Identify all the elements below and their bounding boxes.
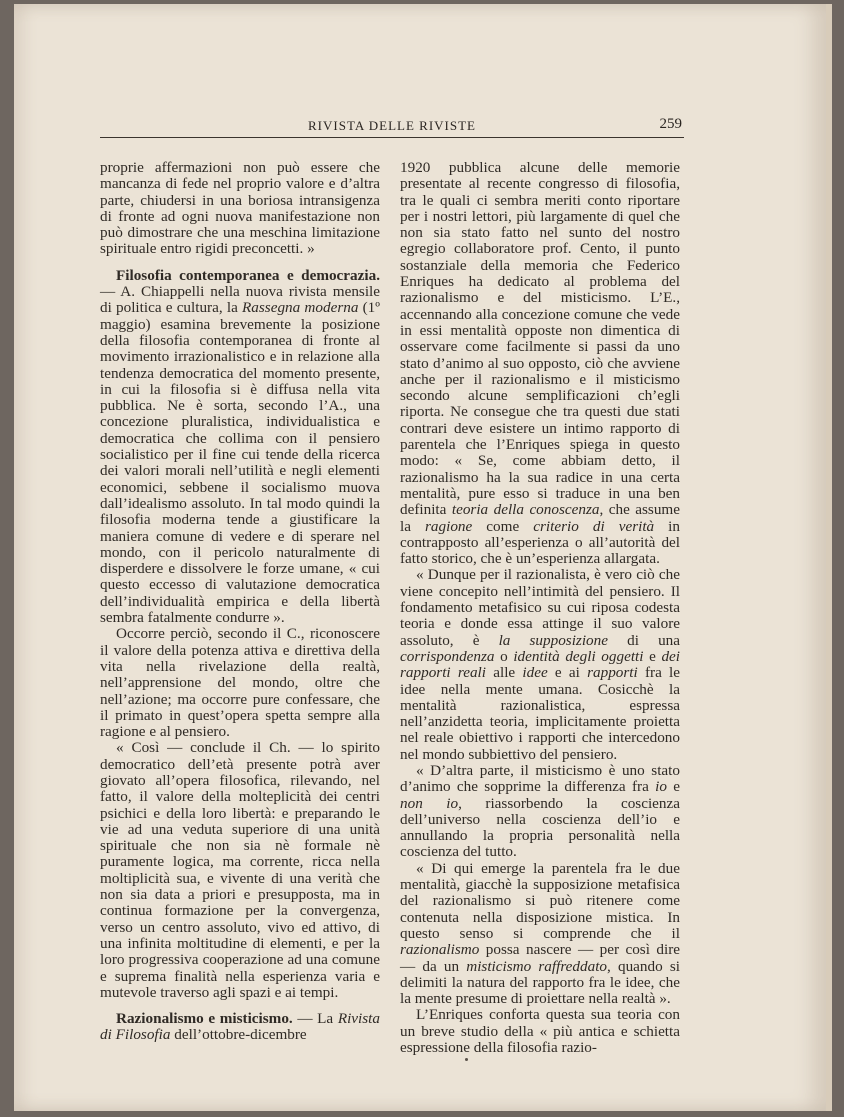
print-mark <box>465 1058 468 1061</box>
section-title: Razionalismo e misticismo. <box>116 1010 293 1028</box>
section-title: Filosofia contemporanea e democrazia. <box>116 266 380 284</box>
text-run: in contrapposto all’esperienza o all’autorità del fatto storico, che è un’esperienza allargata. <box>400 517 680 568</box>
text-run: , che assume la <box>400 501 680 535</box>
left-column <box>100 160 380 1044</box>
text-run: come <box>472 517 534 535</box>
text-run: , quando si delimiti la natura del rapporto fra le idee, che la mente presume di proiettare nella realtà ». <box>400 957 680 1008</box>
text-run: 1920 pubblica alcune delle memorie presentate al recente congresso di filosofia, tra le quali ci sembra meriti conto riportare per i nostri lettori, più largamente di quel che non sia stato fatto nel sunto del nostro egregio collaboratore prof. Cento, il punto sostanziale della memoria che Federico Enriques ha dedicato al problema del razionalismo e del misticismo. L’E., accennando alla concezione comune che vede in essi mentalità opposte non dimentica di osservare come facilmente si passi da uno stato d’animo al suo opposto, ciò che avviene anche per il razionalismo e il misticismo secondo alcune semplificazioni ch’egli riporta. Ne consegue che tra questi due stati contrari deve esistere un intimo rapporto di parentela che l’Enriques spiega in questo modo: « Se, come abbiam detto, il razionalismo ha la sua radice in una certa mentalità, pure esso si traduce in una ben definita <box>400 159 680 519</box>
text-run: e ai <box>547 664 588 682</box>
right-column <box>400 160 680 1056</box>
italic-term: razionalismo <box>400 941 480 959</box>
italic-term: ragione <box>425 517 473 535</box>
text-run: « Dunque per il razionalista, è vero ciò che viene concepito nell’intimità del pensiero. Il fondamento metafisico su cui riposa codesta teoria e donde essa attinge il suo valore assoluto, è <box>400 566 680 649</box>
text-run: alle <box>486 664 523 682</box>
italic-term: non io <box>400 794 459 812</box>
text-run: e <box>643 647 662 665</box>
journal-title: Rivista di Filosofia <box>100 1010 380 1044</box>
paragraph: proprie affermazioni non può essere che mancanza di fede nel proprio valore e d’altra parte, chiudersi in una boriosa intransigenza di fronte ad ogni nuova manifestazione non può dimostrare che una meschina limitazione spirituale entro rigidi preconcetti. » <box>100 159 380 258</box>
page-header <box>100 117 684 138</box>
text-run: fra le idee nella mente umana. Cosicchè la mentalità razionalistica, espressa nell’anzidetta teoria, implicitamente proietta nel reale obiettivo i rapporti che intercedono nel mondo subbiettivo del pensiero. <box>400 664 681 763</box>
text-run: possa nascere — per così dire — da un <box>400 941 680 975</box>
italic-term: rapporti <box>587 664 638 682</box>
section-razionalismo-misticismo <box>100 1011 380 1044</box>
text-run: , riassorbendo la coscienza dell’universo nella coscienza dell’io e annullando la propria personalità nella coscienza del tutto. <box>400 794 680 861</box>
text-run: « D’altra parte, il misticismo è uno stato d’animo che sopprime la differenza fra <box>400 761 680 796</box>
paragraph <box>400 160 680 567</box>
paragraph: L’Enriques conforta questa sua teoria con un breve studio della « più antica e schietta espressione della filosofia razio- <box>400 1006 680 1057</box>
text-run: dell’ottobre-dicembre <box>170 1026 307 1044</box>
italic-term: la supposizione <box>498 631 608 649</box>
italic-term: io <box>655 778 667 796</box>
italic-term: teoria della conoscenza <box>451 501 600 519</box>
text-run: (1º maggio) esamina brevemente la posizione della filosofia contemporanea di fronte al movimento irrazionalistico e in relazione alla tendenza democratica del momento presente, in cui la filosofia si è diffusa nella vita pubblica. Ne è sorta, secondo l’A., una concezione pluralistica, individualistica e democratica che collima con il pensiero socialistico per il fine cui tende della ricerca dei valori morali nell’utilità e negli elementi economici, sebbene il socialismo muova dall’idealismo assoluto. In tal modo quindi la filosofia moderna tende a giustificare la maniera comune di vedere e di sperare nel mondo, con il pericolo naturalmente di disperdere e dissolvere le forze umane, « cui questo eccesso di valutazione democratica dell’individualità empirica e della libertà sembra fatalmente condurre ». <box>100 299 380 627</box>
text-run: « Di qui emerge la parentela fra le due mentalità, giacchè la supposizione metafisica del razionalismo si può ritenere come contenuta nella disposizione mistica. In questo senso si comprende che il <box>400 859 680 942</box>
text-run: — A. Chiappelli nella nuova rivista mensile di politica e cultura, la <box>100 283 380 317</box>
quoted-paragraph <box>400 567 680 763</box>
journal-title: Rassegna moderna <box>242 299 359 317</box>
italic-term: corrispondenza <box>400 647 495 665</box>
text-run: — La <box>292 1010 338 1028</box>
italic-term: idee <box>522 664 548 682</box>
quoted-paragraph <box>400 861 680 1008</box>
quoted-paragraph: « Così — conclude il Ch. — lo spirito democratico dell’età presente potrà aver giovato all’opera filosofica, rilevando, nel fatto, il valore della molteplicità dei centri psichici e della loro libertà: e preparando le vie ad una veduta superiore di una unità spirituale che non sia nè formale nè puramente logica, ma corrente, ricca nella moltiplicità sua, e vivente di una verità che non sia data a priori e presupposta, ma in continua formazione per la convergenza, verso un centro assoluto, vivo ed attivo, di una infinita moltitudine di elementi, e per la loro progressiva cooperazione ad una comune e suprema finalità nella esperienza varia e mutevole traverso agli spazi e ai tempi. <box>100 739 380 1001</box>
italic-term: dei rapporti reali <box>400 647 681 682</box>
italic-term: misticismo raffreddato <box>466 957 608 975</box>
italic-term: criterio di verità <box>533 517 655 535</box>
page-number: 259 <box>659 116 682 132</box>
text-run: o <box>494 647 514 665</box>
text-run: e <box>666 778 680 796</box>
paragraph: Occorre perciò, secondo il C., riconoscere il valore della potenza attiva e direttiva della vita nella rivelazione della realtà, nell’apprensione del mondo, oltre che nell’azione; ma occorre pure confessare, che il primato in quest’opera spetta sempre alla ragione e al pensiero. <box>100 625 380 741</box>
section-filosofia-democrazia <box>100 268 380 627</box>
running-head: RIVISTA DELLE RIVISTE <box>308 118 476 133</box>
text-run: di una <box>608 631 680 649</box>
quoted-paragraph <box>400 763 680 861</box>
italic-term: identità degli oggetti <box>513 647 644 665</box>
